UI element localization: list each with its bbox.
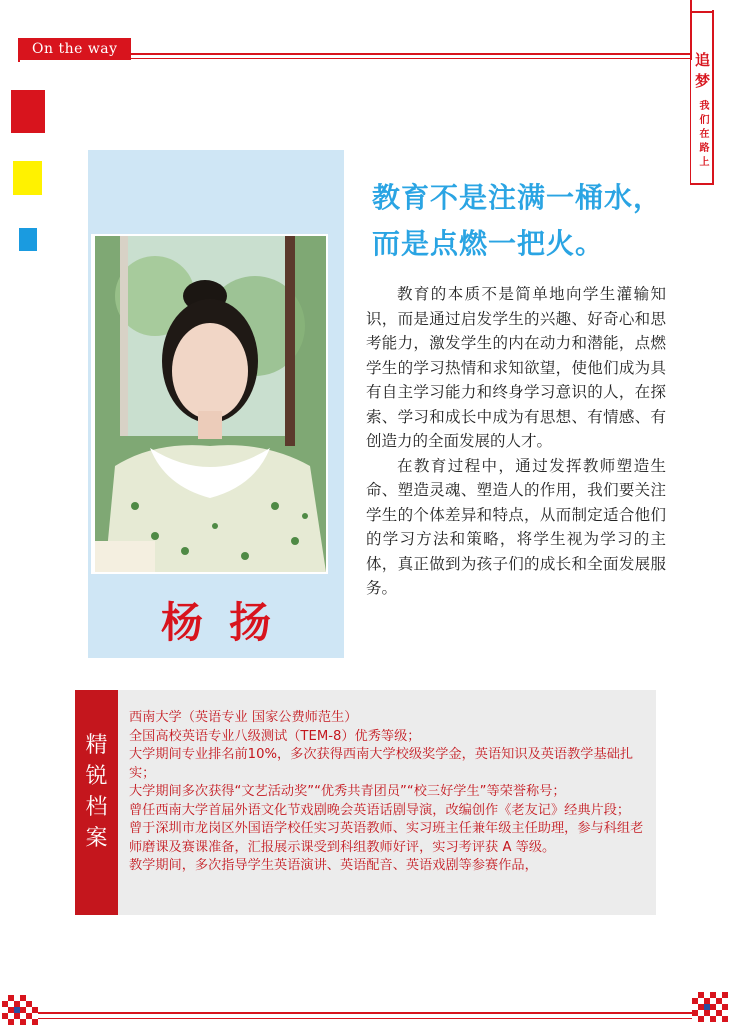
profile-label-char: 精 — [85, 733, 108, 758]
profile-line: 大学期间多次获得“文艺活动奖”“优秀共青团员”“校三好学生”等荣誉称号； — [129, 784, 566, 799]
right-frame-bottom-tick — [690, 183, 714, 185]
red-square — [11, 90, 45, 133]
yellow-square — [13, 161, 42, 195]
portrait-illustration — [95, 236, 326, 572]
profile-line: 大学期间专业排名前10%，多次获得西南大学校级奖学金，英语知识及英语教学基础扎实； — [129, 747, 634, 781]
profile-label-char: 档 — [85, 795, 108, 820]
profile-label — [75, 690, 118, 915]
quote-line-2: 而是点燃一把火。 — [372, 227, 605, 260]
bottom-frame-line-inner — [22, 1018, 712, 1019]
right-frame-line-top — [690, 0, 692, 60]
header-tab: On the way — [18, 38, 131, 60]
profile-line: 全国高校英语专业八级测试（TEM-8）优秀等级； — [129, 728, 421, 744]
profile-line: 教学期间，多次指导学生英语演讲、英语配音、英语戏剧等参赛作品， — [129, 858, 538, 873]
essay-paragraph: 在教育过程中，通过发挥教师塑造生命、塑造灵魂、塑造人的作用，我们要关注学生的个体差异和特点，从而制定适合他们的学习方法和策略，将学生视为学习的主体，真正做到为孩子们的成长和全面发展服务。 — [366, 456, 666, 597]
portrait-photo — [95, 236, 326, 572]
profile-label-char: 案 — [85, 826, 108, 851]
person-name: 杨扬 — [160, 598, 297, 647]
profile-label-char: 锐 — [85, 764, 108, 789]
bottom-frame-line — [22, 1012, 712, 1014]
side-subtitle: 我们在路上 — [697, 100, 708, 170]
profile-line: 西南大学（英语专业 国家公费师范生） — [129, 710, 358, 725]
quote-line-1: 教育不是注满一桶水， — [372, 181, 663, 214]
essay-paragraph: 教育的本质不是简单地向学生灌输知识，而是通过启发学生的兴趣、好奇心和思考能力，激发学生的内在动力和潜能，点燃学生的学习热情和求知欲望，使他们成为具有自主学习能力和终身学习意识的人，在探索、学习和成长中成为有思想、有情感、有创造力的全面发展的人才。 — [366, 285, 666, 450]
essay — [366, 282, 666, 601]
right-frame-line — [712, 10, 714, 185]
right-frame-inner-line — [690, 60, 691, 185]
top-frame-line-inner — [131, 58, 692, 59]
checker-corner-right — [692, 992, 728, 1022]
profile-line: 曾任西南大学首届外语文化节戏剧晚会英语话剧导演，改编创作《老友记》经典片段； — [129, 802, 631, 818]
checker-corner-left — [2, 995, 38, 1025]
profile-text — [129, 709, 649, 876]
profile-line: 曾于深圳市龙岗区外国语学校任实习英语教师、实习班主任兼年级主任助理，参与科组老师磨课及赛课准备，汇报展示课受到科组教师好评，实习考评获 A 等级。 — [129, 821, 644, 855]
top-right-tick — [690, 11, 712, 13]
blue-square — [19, 228, 37, 251]
side-title: 追梦 — [693, 52, 711, 94]
